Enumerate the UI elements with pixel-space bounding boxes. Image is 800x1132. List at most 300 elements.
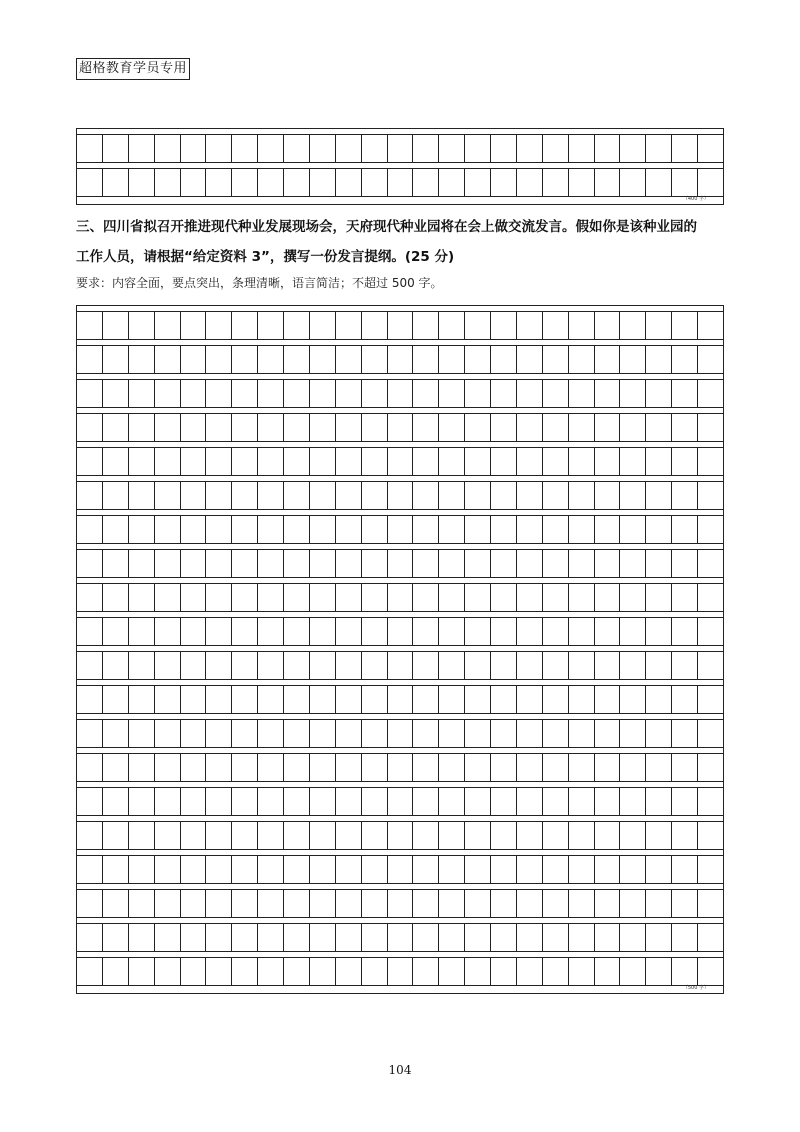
grid-cell[interactable] (491, 135, 517, 162)
grid-cell[interactable] (77, 788, 103, 815)
grid-cell[interactable] (388, 822, 414, 849)
grid-cell[interactable] (77, 584, 103, 611)
grid-cell[interactable] (413, 822, 439, 849)
grid-cell[interactable] (206, 584, 232, 611)
grid-cell[interactable] (491, 312, 517, 339)
grid-cell[interactable] (155, 584, 181, 611)
grid-cell[interactable] (336, 788, 362, 815)
grid-cell[interactable] (77, 312, 103, 339)
grid-cell[interactable] (569, 380, 595, 407)
grid-cell[interactable] (439, 720, 465, 747)
grid-cell[interactable] (465, 448, 491, 475)
grid-cell[interactable] (646, 924, 672, 951)
grid-cell[interactable] (672, 312, 698, 339)
grid-cell[interactable] (336, 822, 362, 849)
grid-cell[interactable] (569, 550, 595, 577)
grid-cell[interactable] (413, 618, 439, 645)
grid-cell[interactable] (336, 135, 362, 162)
grid-cell[interactable] (439, 584, 465, 611)
grid-cell[interactable] (517, 169, 543, 196)
grid-cell[interactable] (569, 584, 595, 611)
grid-cell[interactable] (129, 169, 155, 196)
grid-cell[interactable] (77, 448, 103, 475)
grid-cell[interactable] (129, 788, 155, 815)
grid-cell[interactable] (258, 550, 284, 577)
grid-cell[interactable] (569, 312, 595, 339)
grid-cell[interactable] (698, 482, 723, 509)
grid-cell[interactable] (698, 958, 723, 985)
grid-cell[interactable] (181, 312, 207, 339)
grid-cell[interactable] (206, 380, 232, 407)
grid-cell[interactable] (413, 550, 439, 577)
grid-cell[interactable] (543, 448, 569, 475)
grid-cell[interactable] (155, 312, 181, 339)
grid-cell[interactable] (310, 822, 336, 849)
grid-cell[interactable] (543, 135, 569, 162)
grid-cell[interactable] (232, 686, 258, 713)
grid-cell[interactable] (569, 346, 595, 373)
grid-cell[interactable] (129, 312, 155, 339)
grid-cell[interactable] (129, 584, 155, 611)
grid-cell[interactable] (284, 516, 310, 543)
grid-cell[interactable] (465, 720, 491, 747)
grid-cell[interactable] (620, 788, 646, 815)
grid-cell[interactable] (388, 958, 414, 985)
grid-cell[interactable] (620, 822, 646, 849)
grid-cell[interactable] (129, 958, 155, 985)
grid-cell[interactable] (103, 482, 129, 509)
grid-cell[interactable] (439, 958, 465, 985)
grid-cell[interactable] (465, 652, 491, 679)
grid-cell[interactable] (258, 856, 284, 883)
grid-cell[interactable] (232, 652, 258, 679)
grid-cell[interactable] (491, 618, 517, 645)
grid-cell[interactable] (698, 312, 723, 339)
grid-cell[interactable] (491, 482, 517, 509)
grid-cell[interactable] (413, 788, 439, 815)
grid-cell[interactable] (646, 448, 672, 475)
grid-cell[interactable] (310, 516, 336, 543)
grid-cell[interactable] (258, 958, 284, 985)
grid-cell[interactable] (646, 346, 672, 373)
grid-cell[interactable] (103, 550, 129, 577)
grid-cell[interactable] (388, 754, 414, 781)
grid-cell[interactable] (336, 550, 362, 577)
grid-cell[interactable] (672, 686, 698, 713)
grid-cell[interactable] (672, 958, 698, 985)
grid-cell[interactable] (517, 482, 543, 509)
grid-cell[interactable] (672, 754, 698, 781)
grid-cell[interactable] (439, 346, 465, 373)
grid-cell[interactable] (258, 754, 284, 781)
grid-cell[interactable] (284, 890, 310, 917)
grid-cell[interactable] (388, 482, 414, 509)
grid-cell[interactable] (672, 720, 698, 747)
grid-cell[interactable] (569, 516, 595, 543)
grid-cell[interactable] (517, 856, 543, 883)
grid-cell[interactable] (646, 856, 672, 883)
grid-cell[interactable] (155, 135, 181, 162)
grid-cell[interactable] (181, 856, 207, 883)
grid-cell[interactable] (284, 788, 310, 815)
grid-cell[interactable] (698, 448, 723, 475)
grid-cell[interactable] (517, 754, 543, 781)
grid-cell[interactable] (595, 380, 621, 407)
grid-cell[interactable] (258, 686, 284, 713)
grid-cell[interactable] (595, 822, 621, 849)
grid-cell[interactable] (439, 788, 465, 815)
grid-cell[interactable] (543, 754, 569, 781)
grid-cell[interactable] (103, 414, 129, 441)
grid-cell[interactable] (181, 958, 207, 985)
grid-cell[interactable] (77, 135, 103, 162)
grid-cell[interactable] (206, 856, 232, 883)
grid-cell[interactable] (310, 169, 336, 196)
grid-cell[interactable] (620, 686, 646, 713)
grid-cell[interactable] (284, 448, 310, 475)
grid-cell[interactable] (439, 550, 465, 577)
grid-cell[interactable] (336, 856, 362, 883)
grid-cell[interactable] (258, 652, 284, 679)
grid-cell[interactable] (103, 788, 129, 815)
grid-cell[interactable] (517, 380, 543, 407)
grid-cell[interactable] (103, 448, 129, 475)
grid-cell[interactable] (284, 380, 310, 407)
grid-cell[interactable] (155, 414, 181, 441)
grid-cell[interactable] (465, 550, 491, 577)
grid-cell[interactable] (310, 482, 336, 509)
grid-cell[interactable] (620, 516, 646, 543)
grid-cell[interactable] (388, 346, 414, 373)
grid-cell[interactable] (388, 584, 414, 611)
grid-cell[interactable] (284, 686, 310, 713)
grid-cell[interactable] (517, 788, 543, 815)
grid-cell[interactable] (284, 924, 310, 951)
grid-cell[interactable] (336, 754, 362, 781)
grid-cell[interactable] (284, 720, 310, 747)
grid-cell[interactable] (103, 584, 129, 611)
grid-cell[interactable] (595, 135, 621, 162)
grid-cell[interactable] (310, 584, 336, 611)
grid-cell[interactable] (310, 618, 336, 645)
grid-cell[interactable] (155, 856, 181, 883)
grid-cell[interactable] (362, 720, 388, 747)
grid-cell[interactable] (595, 516, 621, 543)
grid-cell[interactable] (595, 169, 621, 196)
grid-cell[interactable] (258, 890, 284, 917)
grid-cell[interactable] (543, 924, 569, 951)
grid-cell[interactable] (310, 380, 336, 407)
grid-cell[interactable] (362, 346, 388, 373)
grid-cell[interactable] (413, 720, 439, 747)
grid-cell[interactable] (569, 652, 595, 679)
grid-cell[interactable] (388, 169, 414, 196)
grid-cell[interactable] (103, 822, 129, 849)
grid-cell[interactable] (517, 720, 543, 747)
grid-cell[interactable] (336, 482, 362, 509)
grid-cell[interactable] (646, 754, 672, 781)
grid-cell[interactable] (698, 414, 723, 441)
grid-cell[interactable] (129, 822, 155, 849)
grid-cell[interactable] (413, 516, 439, 543)
grid-cell[interactable] (103, 135, 129, 162)
grid-cell[interactable] (129, 482, 155, 509)
grid-cell[interactable] (543, 652, 569, 679)
grid-cell[interactable] (362, 958, 388, 985)
grid-cell[interactable] (388, 550, 414, 577)
grid-cell[interactable] (103, 890, 129, 917)
grid-cell[interactable] (413, 890, 439, 917)
grid-cell[interactable] (258, 448, 284, 475)
grid-cell[interactable] (129, 618, 155, 645)
grid-cell[interactable] (672, 584, 698, 611)
grid-cell[interactable] (698, 618, 723, 645)
grid-cell[interactable] (439, 169, 465, 196)
grid-cell[interactable] (258, 169, 284, 196)
grid-cell[interactable] (181, 652, 207, 679)
grid-cell[interactable] (595, 618, 621, 645)
grid-cell[interactable] (77, 856, 103, 883)
grid-cell[interactable] (620, 550, 646, 577)
grid-cell[interactable] (388, 380, 414, 407)
grid-cell[interactable] (698, 856, 723, 883)
grid-cell[interactable] (517, 890, 543, 917)
grid-cell[interactable] (206, 652, 232, 679)
grid-cell[interactable] (232, 312, 258, 339)
grid-cell[interactable] (543, 822, 569, 849)
grid-cell[interactable] (362, 754, 388, 781)
grid-cell[interactable] (206, 516, 232, 543)
grid-cell[interactable] (465, 958, 491, 985)
grid-cell[interactable] (258, 720, 284, 747)
grid-cell[interactable] (672, 550, 698, 577)
grid-cell[interactable] (77, 822, 103, 849)
grid-cell[interactable] (569, 890, 595, 917)
grid-cell[interactable] (258, 822, 284, 849)
grid-cell[interactable] (232, 380, 258, 407)
grid-cell[interactable] (310, 754, 336, 781)
grid-cell[interactable] (413, 686, 439, 713)
grid-cell[interactable] (103, 754, 129, 781)
grid-cell[interactable] (310, 448, 336, 475)
grid-cell[interactable] (181, 448, 207, 475)
grid-cell[interactable] (595, 550, 621, 577)
grid-cell[interactable] (439, 890, 465, 917)
grid-cell[interactable] (206, 346, 232, 373)
grid-cell[interactable] (491, 686, 517, 713)
grid-cell[interactable] (258, 584, 284, 611)
grid-cell[interactable] (129, 135, 155, 162)
grid-cell[interactable] (129, 550, 155, 577)
grid-cell[interactable] (362, 448, 388, 475)
grid-cell[interactable] (491, 380, 517, 407)
grid-cell[interactable] (103, 312, 129, 339)
grid-cell[interactable] (491, 754, 517, 781)
grid-cell[interactable] (388, 448, 414, 475)
grid-cell[interactable] (388, 788, 414, 815)
grid-cell[interactable] (413, 754, 439, 781)
grid-cell[interactable] (595, 482, 621, 509)
grid-cell[interactable] (388, 652, 414, 679)
grid-cell[interactable] (77, 618, 103, 645)
grid-cell[interactable] (672, 822, 698, 849)
grid-cell[interactable] (620, 584, 646, 611)
grid-cell[interactable] (206, 788, 232, 815)
grid-cell[interactable] (388, 890, 414, 917)
grid-cell[interactable] (181, 720, 207, 747)
grid-cell[interactable] (258, 380, 284, 407)
grid-cell[interactable] (543, 618, 569, 645)
grid-cell[interactable] (336, 448, 362, 475)
grid-cell[interactable] (439, 516, 465, 543)
grid-cell[interactable] (336, 584, 362, 611)
grid-cell[interactable] (672, 448, 698, 475)
grid-cell[interactable] (517, 312, 543, 339)
grid-cell[interactable] (465, 312, 491, 339)
grid-cell[interactable] (284, 618, 310, 645)
grid-cell[interactable] (620, 169, 646, 196)
grid-cell[interactable] (672, 924, 698, 951)
grid-cell[interactable] (181, 346, 207, 373)
grid-cell[interactable] (232, 720, 258, 747)
grid-cell[interactable] (284, 169, 310, 196)
grid-cell[interactable] (77, 516, 103, 543)
grid-cell[interactable] (284, 856, 310, 883)
grid-cell[interactable] (465, 584, 491, 611)
grid-cell[interactable] (439, 856, 465, 883)
grid-cell[interactable] (491, 652, 517, 679)
grid-cell[interactable] (491, 516, 517, 543)
grid-cell[interactable] (181, 788, 207, 815)
grid-cell[interactable] (620, 312, 646, 339)
grid-cell[interactable] (672, 652, 698, 679)
grid-cell[interactable] (362, 584, 388, 611)
grid-cell[interactable] (698, 169, 723, 196)
grid-cell[interactable] (413, 448, 439, 475)
grid-cell[interactable] (646, 890, 672, 917)
grid-cell[interactable] (595, 754, 621, 781)
grid-cell[interactable] (388, 312, 414, 339)
grid-cell[interactable] (336, 414, 362, 441)
grid-cell[interactable] (362, 890, 388, 917)
grid-cell[interactable] (569, 448, 595, 475)
grid-cell[interactable] (646, 822, 672, 849)
grid-cell[interactable] (620, 720, 646, 747)
grid-cell[interactable] (491, 924, 517, 951)
grid-cell[interactable] (129, 652, 155, 679)
grid-cell[interactable] (543, 890, 569, 917)
grid-cell[interactable] (465, 754, 491, 781)
grid-cell[interactable] (77, 754, 103, 781)
grid-cell[interactable] (232, 788, 258, 815)
grid-cell[interactable] (181, 414, 207, 441)
grid-cell[interactable] (413, 135, 439, 162)
grid-cell[interactable] (646, 312, 672, 339)
grid-cell[interactable] (698, 754, 723, 781)
grid-cell[interactable] (543, 312, 569, 339)
grid-cell[interactable] (517, 618, 543, 645)
grid-cell[interactable] (543, 550, 569, 577)
grid-cell[interactable] (595, 924, 621, 951)
grid-cell[interactable] (77, 890, 103, 917)
grid-cell[interactable] (517, 584, 543, 611)
grid-cell[interactable] (388, 686, 414, 713)
grid-cell[interactable] (595, 448, 621, 475)
grid-cell[interactable] (103, 346, 129, 373)
grid-cell[interactable] (232, 754, 258, 781)
grid-cell[interactable] (103, 380, 129, 407)
grid-cell[interactable] (258, 135, 284, 162)
grid-cell[interactable] (517, 550, 543, 577)
grid-cell[interactable] (698, 686, 723, 713)
grid-cell[interactable] (181, 924, 207, 951)
grid-cell[interactable] (77, 652, 103, 679)
grid-cell[interactable] (646, 135, 672, 162)
grid-cell[interactable] (543, 686, 569, 713)
grid-cell[interactable] (129, 720, 155, 747)
grid-cell[interactable] (336, 652, 362, 679)
grid-cell[interactable] (103, 516, 129, 543)
grid-cell[interactable] (465, 686, 491, 713)
grid-cell[interactable] (284, 958, 310, 985)
grid-cell[interactable] (181, 169, 207, 196)
grid-cell[interactable] (310, 346, 336, 373)
grid-cell[interactable] (465, 924, 491, 951)
grid-cell[interactable] (465, 890, 491, 917)
grid-cell[interactable] (284, 822, 310, 849)
grid-cell[interactable] (517, 652, 543, 679)
grid-cell[interactable] (155, 652, 181, 679)
grid-cell[interactable] (698, 380, 723, 407)
grid-cell[interactable] (284, 414, 310, 441)
grid-cell[interactable] (362, 822, 388, 849)
grid-cell[interactable] (517, 414, 543, 441)
grid-cell[interactable] (310, 550, 336, 577)
grid-cell[interactable] (129, 686, 155, 713)
grid-cell[interactable] (439, 312, 465, 339)
grid-cell[interactable] (155, 822, 181, 849)
grid-cell[interactable] (646, 584, 672, 611)
grid-cell[interactable] (491, 584, 517, 611)
grid-cell[interactable] (698, 516, 723, 543)
grid-cell[interactable] (491, 822, 517, 849)
grid-cell[interactable] (103, 652, 129, 679)
grid-cell[interactable] (388, 618, 414, 645)
grid-cell[interactable] (103, 720, 129, 747)
grid-cell[interactable] (413, 584, 439, 611)
grid-cell[interactable] (569, 924, 595, 951)
grid-cell[interactable] (103, 856, 129, 883)
grid-cell[interactable] (569, 856, 595, 883)
grid-cell[interactable] (543, 856, 569, 883)
grid-cell[interactable] (336, 618, 362, 645)
grid-cell[interactable] (155, 618, 181, 645)
grid-cell[interactable] (543, 482, 569, 509)
grid-cell[interactable] (620, 135, 646, 162)
grid-cell[interactable] (388, 856, 414, 883)
grid-cell[interactable] (336, 516, 362, 543)
grid-cell[interactable] (336, 890, 362, 917)
grid-cell[interactable] (439, 754, 465, 781)
grid-cell[interactable] (620, 380, 646, 407)
grid-cell[interactable] (620, 482, 646, 509)
grid-cell[interactable] (646, 958, 672, 985)
grid-cell[interactable] (258, 312, 284, 339)
grid-cell[interactable] (465, 788, 491, 815)
grid-cell[interactable] (336, 169, 362, 196)
grid-cell[interactable] (698, 584, 723, 611)
grid-cell[interactable] (232, 550, 258, 577)
